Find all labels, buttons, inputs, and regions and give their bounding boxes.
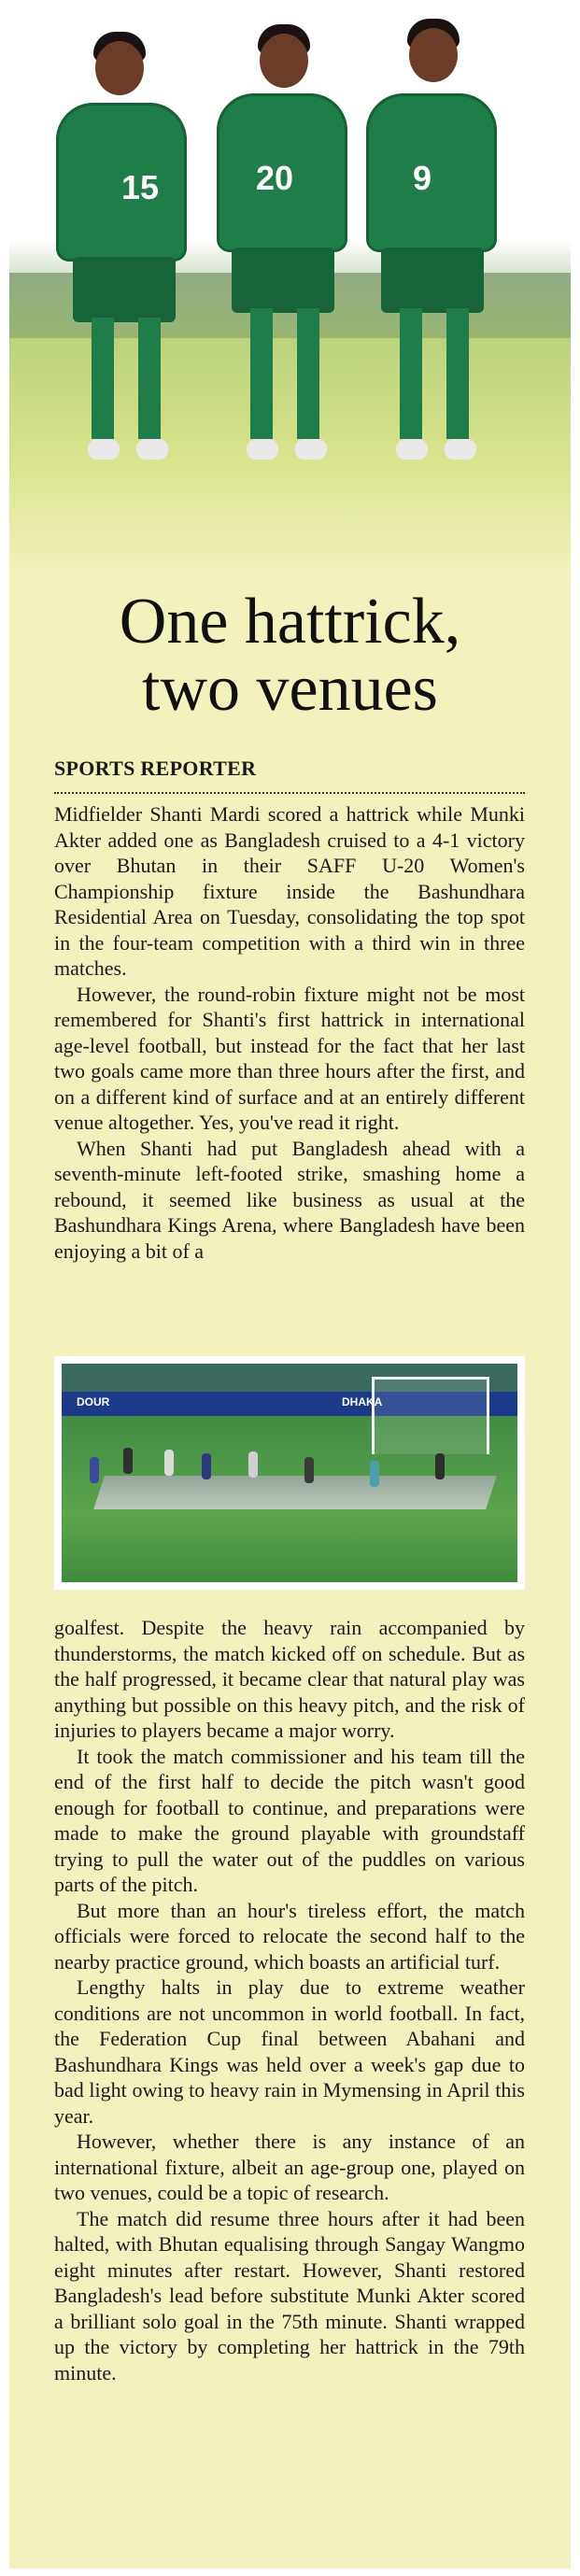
article-body-bottom xyxy=(54,1615,525,2385)
paragraph: It took the match commissioner and his team till the end of the first half to decide the pitch wasn't good enough for football to continue, and preparations were made to make the ground playable with groundstaff trying to pull the water out of the puddles on various parts of the pitch. xyxy=(54,1744,525,1896)
headline-line-1: One hattrick, xyxy=(119,586,461,658)
groundstaff xyxy=(90,1457,99,1483)
paragraph: When Shanti had put Bangladesh ahead with a seventh-minute left-footed strike, smashing home a rebound, it seemed like business as usual at the Bashundhara Kings Arena, where Bangladesh have been enjoying a bit of a xyxy=(54,1136,525,1263)
article-body-top xyxy=(54,801,525,1264)
groundstaff xyxy=(123,1448,133,1474)
headline xyxy=(9,588,571,723)
hero-photo xyxy=(0,0,580,570)
groundstaff xyxy=(370,1461,379,1487)
pitch-photo xyxy=(62,1364,517,1582)
paragraph: The match did resume three hours after it had been halted, with Bhutan equalising through Sangay Wangmo eight minutes after restart. However, Shanti restored Bangladesh's lead before substitute Munki Akter scored a brilliant solo goal in the 75th minute. Shanti wrapped up the victory by completing her hattrick in the 79th minute. xyxy=(54,2206,525,2385)
paragraph: However, whether there is any instance of an international fixture, albeit an age-group one, played on two venues, could be a topic of research. xyxy=(54,2130,525,2204)
jersey-number: 9 xyxy=(413,159,432,197)
groundstaff xyxy=(304,1457,314,1483)
groundstaff xyxy=(164,1450,174,1476)
pitch-cover xyxy=(93,1476,497,1509)
board-text: DOUR xyxy=(77,1395,110,1408)
goal-frame xyxy=(372,1377,489,1454)
byline-divider xyxy=(54,792,525,794)
jersey-number: 20 xyxy=(256,159,294,197)
groundstaff xyxy=(435,1453,445,1479)
headline-line-2: two venues xyxy=(142,653,438,725)
paragraph: But more than an hour's tireless effort, the match officials were forced to relocate the second half to the nearby practice ground, which boasts an artificial turf. xyxy=(54,1898,525,1974)
paragraph: Midfielder Shanti Mardi scored a hattrick while Munki Akter added one as Bangladesh cruised to a 4-1 victory over Bhutan in their SAFF U-20 Women's Championship fixture inside the Bashundhara Residential Area on Tuesday, consolidating the top spot in the four-team competition with a third win in three matches. xyxy=(54,802,525,980)
inset-photo xyxy=(54,1356,525,1590)
paragraph: goalfest. Despite the heavy rain accompanied by thunderstorms, the match kicked off on schedule. But as the half progressed, it became clear that natural play was anything but possible on this heavy pitch, and the risk of injuries to players became a major worry. xyxy=(54,1616,525,1742)
byline: SPORTS REPORTER xyxy=(54,757,257,780)
groundstaff xyxy=(248,1451,258,1478)
groundstaff xyxy=(202,1453,211,1479)
board-text: DHAKA xyxy=(342,1395,383,1408)
jersey-number: 15 xyxy=(121,168,160,206)
paragraph: Lengthy halts in play due to extreme weather conditions are not uncommon in world football. In fact, the Federation Cup final between Abahani and Bashundhara Kings was held over a week's gap due to bad light owing to heavy rain in Mymensing in April this year. xyxy=(54,1975,525,2128)
paragraph: However, the round-robin fixture might not be most remembered for Shanti's first hattrick in international age-level football, but instead for the fact that her last two goals came more than three hours after the first, and on a different kind of surface and at an entirely different venue altogether. Yes, you've read it right. xyxy=(54,982,525,1134)
